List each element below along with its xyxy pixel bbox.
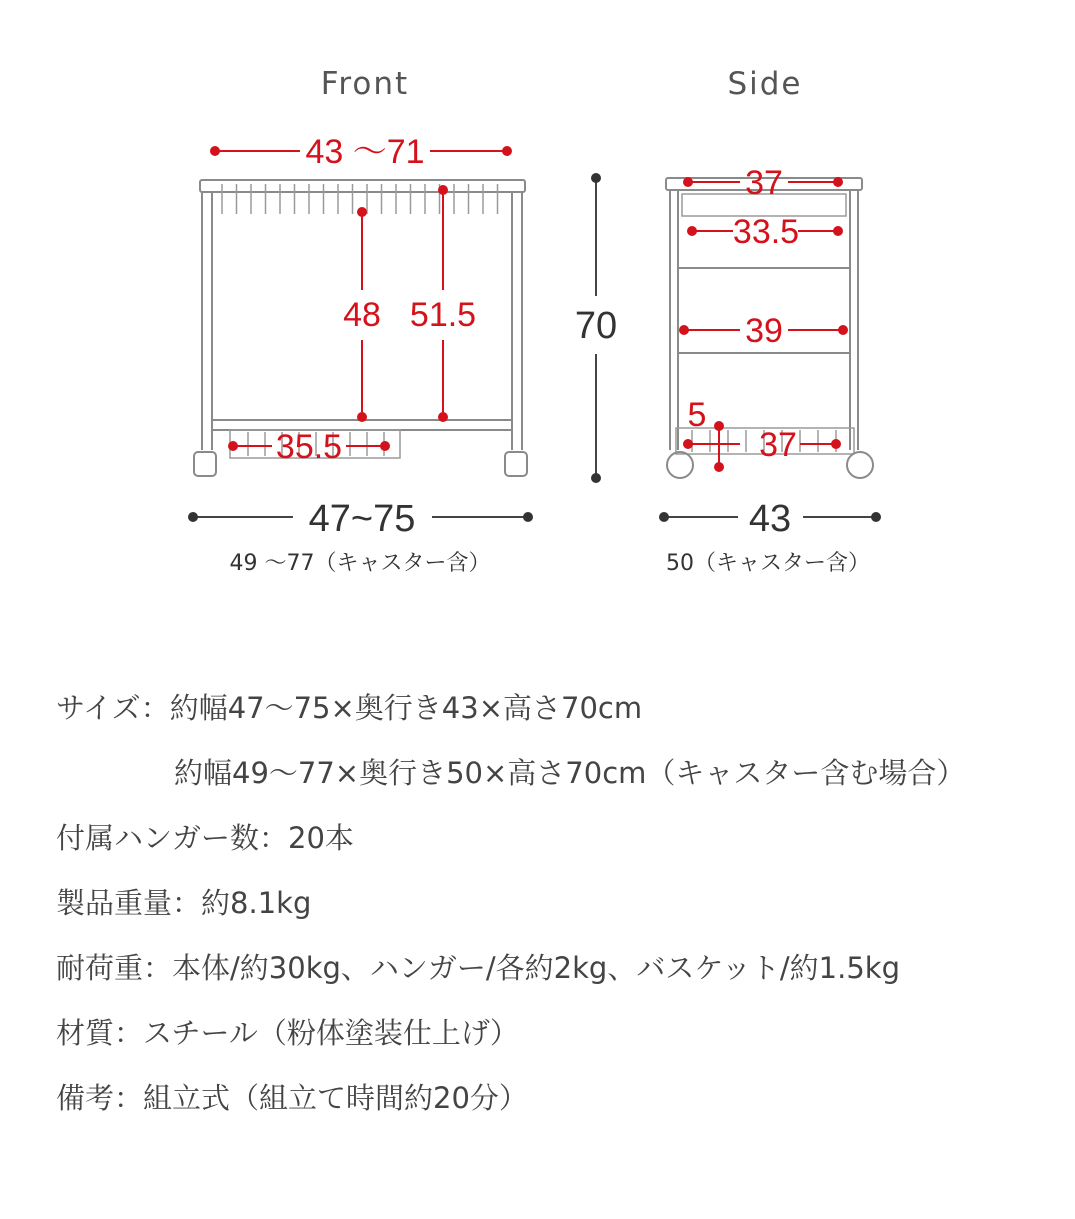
spec-value: 組立式（組立て時間約20分）	[143, 1081, 528, 1115]
side-basket-depth-label: 37	[759, 426, 797, 464]
spec-label: 備考	[56, 1081, 115, 1115]
front-height-a-label: 48	[343, 296, 381, 334]
overall-height-dimension	[575, 173, 617, 483]
overall-height-label: 70	[574, 305, 618, 347]
front-basket-width-label: 35.5	[275, 428, 343, 466]
front-overall-width-dimension	[188, 498, 533, 540]
side-top-depth-label: 37	[745, 164, 783, 202]
spec-row	[56, 810, 1066, 875]
side-shelf-depth-label: 33.5	[732, 213, 800, 251]
front-height-a-dimension	[343, 207, 381, 422]
side-shelf-depth-dimension	[687, 213, 843, 251]
side-top-depth-dimension	[683, 164, 843, 202]
spec-value: 約幅49〜77×奥行き50×高さ70cm（キャスター含む場合）	[174, 756, 966, 790]
side-basket-height-label: 5	[687, 396, 707, 434]
spec-separator: ：	[140, 691, 170, 725]
front-overall-width-label: 47~75	[308, 498, 416, 540]
front-top-width-dimension	[210, 133, 512, 171]
spec-separator: ：	[114, 1081, 144, 1115]
spec-label: 付属ハンガー数	[56, 821, 260, 855]
side-view-title: Side	[727, 66, 803, 102]
spec-value: 本体/約30kg、ハンガー/各約2kg、バスケット/約1.5kg	[172, 951, 900, 985]
front-height-b-dimension	[410, 185, 476, 422]
spec-label: 製品重量	[56, 886, 173, 920]
spec-value: スチール（粉体塗装仕上げ）	[143, 1016, 519, 1050]
spec-row	[56, 680, 1066, 745]
spec-row	[56, 1005, 1066, 1070]
spec-label: 耐荷重	[56, 951, 144, 985]
spec-row	[56, 940, 1066, 1005]
spec-value: 約幅47〜75×奥行き43×高さ70cm	[169, 691, 643, 725]
spec-value: 20本	[288, 821, 354, 855]
side-overall-depth-caster-label: 50（キャスター含）	[666, 551, 870, 576]
spec-list	[56, 680, 1066, 1135]
side-mid-depth-dimension	[679, 312, 848, 350]
spec-label: 材質	[56, 1016, 115, 1050]
spec-separator: ：	[172, 886, 202, 920]
spec-separator: ：	[143, 951, 173, 985]
spec-row	[56, 745, 1066, 810]
spec-row	[56, 1070, 1066, 1135]
side-overall-depth-label: 43	[748, 498, 792, 540]
spec-separator: ：	[114, 1016, 144, 1050]
front-overall-width-caster-label: 49 〜77（キャスター含）	[229, 551, 491, 576]
front-view-title: Front	[320, 66, 410, 102]
side-mid-depth-label: 39	[745, 312, 783, 350]
spec-value: 約8.1kg	[201, 886, 312, 920]
front-basket-width-dimension	[228, 428, 390, 466]
front-top-width-label: 43 〜71	[305, 133, 425, 171]
front-height-b-label: 51.5	[409, 296, 477, 334]
spec-separator: ：	[259, 821, 289, 855]
spec-label: サイズ	[56, 691, 141, 725]
side-overall-depth-dimension	[659, 498, 881, 540]
spec-row	[56, 875, 1066, 940]
